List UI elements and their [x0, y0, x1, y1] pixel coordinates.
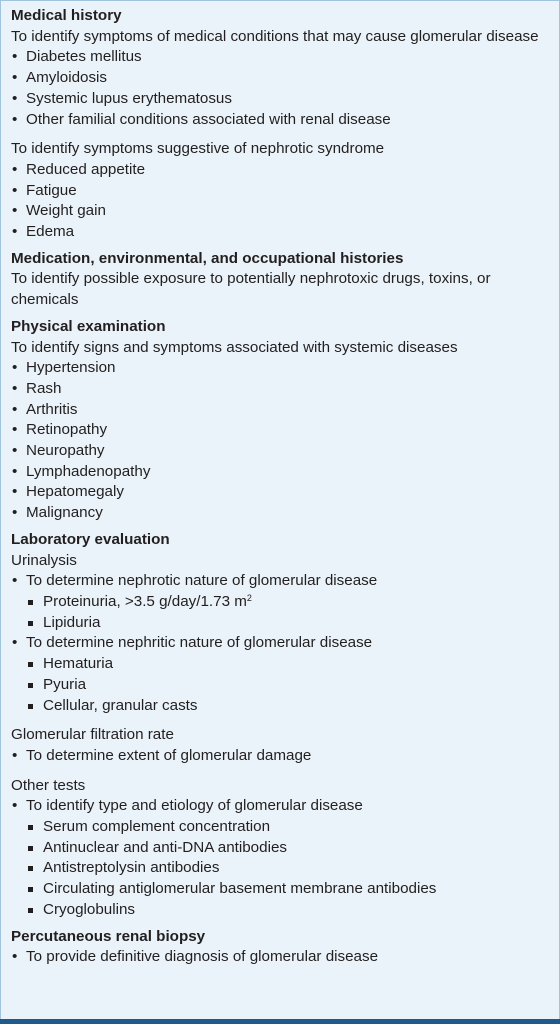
list-item: • Amyloidosis: [11, 68, 551, 89]
condition-list: [11, 47, 551, 130]
list-item-label: To determine nephrotic nature of glomerular disease: [26, 572, 378, 590]
list-item: [11, 571, 551, 633]
section-physical-exam: [11, 317, 551, 524]
section-medical-history: [11, 6, 551, 243]
sign-list: [11, 358, 551, 524]
list-item: • Other familial conditions associated with renal disease: [11, 110, 551, 131]
other-tests-list: [11, 796, 551, 920]
list-item: [11, 796, 551, 920]
section-intro: To identify signs and symptoms associated with systemic diseases: [11, 338, 458, 356]
section-title: Physical examination: [11, 317, 166, 335]
list-item-label: To determine nephritic nature of glomerular disease: [26, 634, 373, 652]
sublist-item: Circulating antiglomerular basement membrane antibodies: [26, 879, 551, 900]
list-item: • To provide definitive diagnosis of glomerular disease: [11, 947, 551, 968]
section-title: Laboratory evaluation: [11, 530, 170, 548]
sublist-item: Pyuria: [26, 675, 551, 696]
sublist-item: Cellular, granular casts: [26, 696, 551, 717]
superscript: 2: [246, 592, 252, 603]
sublist-item: Serum complement concentration: [26, 817, 551, 838]
list-item: • Weight gain: [11, 201, 551, 222]
table-content: [11, 6, 551, 974]
other-tests-sublist: [26, 817, 551, 921]
gfr-list: [11, 746, 551, 767]
list-item: • To determine extent of glomerular damage: [11, 746, 551, 767]
subsection-label: Glomerular filtration rate: [11, 726, 174, 744]
section-title: Medication, environmental, and occupational histories: [11, 249, 404, 267]
list-item: • Lymphadenopathy: [11, 462, 551, 483]
section-exposure-history: [11, 249, 551, 311]
biopsy-list: [11, 947, 551, 968]
sublist-item: Proteinuria, >3.5 g/day/1.73 $m^2$: [26, 592, 551, 613]
list-item: • Diabetes mellitus: [11, 47, 551, 68]
subsection-label: Other tests: [11, 776, 86, 794]
list-item: • Edema: [11, 222, 551, 243]
section-intro: To identify symptoms of medical conditions that may cause glomerular disease: [11, 27, 539, 45]
section-title: Percutaneous renal biopsy: [11, 927, 206, 945]
list-item: [11, 633, 551, 716]
list-item: • Malignancy: [11, 503, 551, 524]
symptom-list: [11, 160, 551, 243]
section-renal-biopsy: [11, 927, 551, 968]
sublist-item: Hematuria: [26, 654, 551, 675]
list-item: • Rash: [11, 379, 551, 400]
list-item: • Fatigue: [11, 181, 551, 202]
section-intro: To identify possible exposure to potentially nephrotoxic drugs, toxins, or chemicals: [11, 270, 491, 309]
urinalysis-list: [11, 571, 551, 716]
sublist-item: Antistreptolysin antibodies: [26, 858, 551, 879]
section-intro: To identify symptoms suggestive of nephrotic syndrome: [11, 140, 385, 158]
list-item: • Neuropathy: [11, 441, 551, 462]
section-title: Medical history: [11, 7, 122, 24]
sublist-item: Cryoglobulins: [26, 900, 551, 921]
nephrotic-sublist: [26, 592, 551, 633]
bottom-rule: [0, 1019, 560, 1024]
section-lab-evaluation: [11, 530, 551, 921]
list-item: • Hepatomegaly: [11, 482, 551, 503]
list-item: • Arthritis: [11, 400, 551, 421]
list-item: • Systemic lupus erythematosus: [11, 89, 551, 110]
list-item-label: To identify type and etiology of glomerular disease: [26, 797, 363, 815]
list-item: • Hypertension: [11, 358, 551, 379]
sublist-item: Lipiduria: [26, 613, 551, 634]
sublist-item: Antinuclear and anti-DNA antibodies: [26, 838, 551, 859]
nephritic-sublist: [26, 654, 551, 716]
subsection-label: Urinalysis: [11, 551, 77, 569]
list-item: • Reduced appetite: [11, 160, 551, 181]
list-item: • Retinopathy: [11, 420, 551, 441]
